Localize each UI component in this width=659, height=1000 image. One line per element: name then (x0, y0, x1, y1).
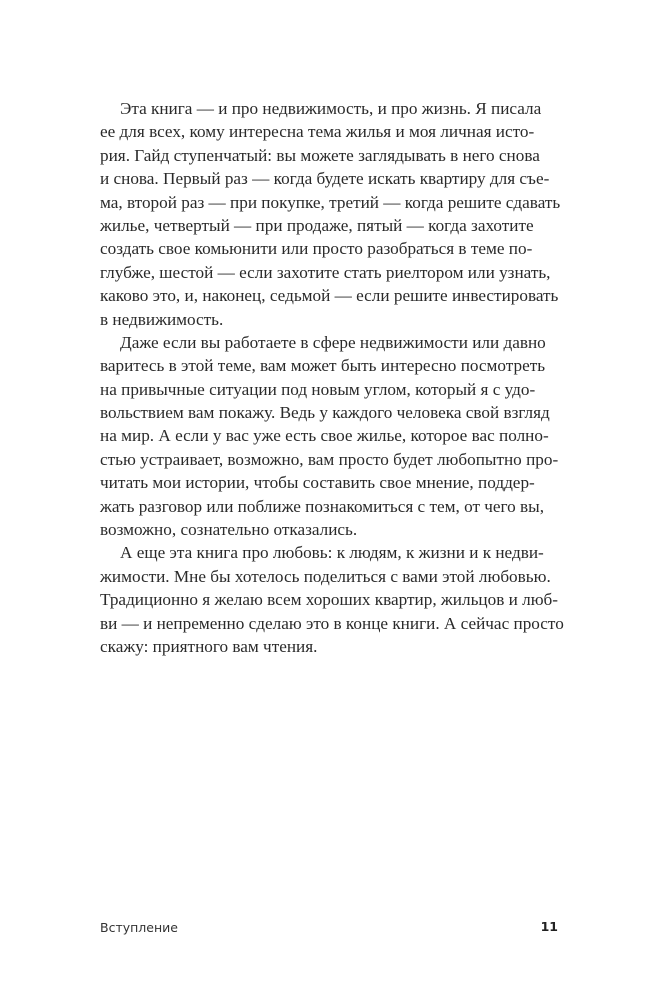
paragraph-1-line: ма, второй раз — при покупке, третий — когда решите сдавать (100, 192, 561, 212)
paragraph-3-line: А еще эта книга про любовь: к людям, к жизни и к недви- (120, 543, 544, 563)
body-text (100, 97, 564, 658)
paragraph-1-line: и снова. Первый раз — когда будете искать квартиру для съе- (100, 169, 550, 189)
paragraph-1-line: каково это, и, наконец, седьмой — если решите инвестировать (100, 286, 559, 306)
paragraph-2-line: Даже если вы работаете в сфере недвижимости или давно (120, 332, 546, 352)
paragraph-1-line: рия. Гайд ступенчатый: вы можете заглядывать в него снова (100, 145, 540, 165)
paragraph-1-line: создать свое комьюнити или просто разобраться в теме по- (100, 239, 533, 259)
paragraph-3-line: ви — и непременно сделаю это в конце книги. А сейчас просто (100, 613, 564, 633)
paragraph-2-line: стью устраивает, возможно, вам просто будет любопытно про- (100, 449, 559, 469)
paragraph-2-line: возможно, сознательно отказались. (100, 520, 358, 540)
paragraph-1-line: глубже, шестой — если захотите стать риелтором или узнать, (100, 262, 551, 282)
paragraph-1-line: жилье, четвертый — при продаже, пятый — когда захотите (100, 215, 534, 235)
paragraph-2-line: читать мои истории, чтобы составить свое мнение, поддер- (100, 473, 535, 493)
paragraph-2-line: на мир. А если у вас уже есть свое жилье, которое вас полно- (100, 426, 549, 446)
paragraph-1-line: в недвижимость. (100, 309, 224, 329)
paragraph-3-line: жимости. Мне бы хотелось поделиться с вами этой любовью. (100, 566, 551, 586)
page-number: 11 (540, 919, 558, 934)
paragraph-1-line: Эта книга — и про недвижимость, и про жизнь. Я писала (120, 99, 542, 118)
paragraph-2-line: вольствием вам покажу. Ведь у каждого человека свой взгляд (100, 403, 550, 423)
paragraph-2-line: варитесь в этой теме, вам может быть интересно посмотреть (100, 356, 546, 376)
paragraph-3-line: скажу: приятного вам чтения. (100, 636, 318, 656)
paragraph-2-line: на привычные ситуации под новым углом, который я с удо- (100, 379, 536, 399)
paragraph-1-line: ее для всех, кому интересна тема жилья и моя личная исто- (100, 122, 535, 142)
paragraph-3-line: Традиционно я желаю всем хороших квартир, жильцов и люб- (100, 590, 559, 610)
running-footer-section-title: Вступление (100, 920, 178, 935)
paragraph-2-line: жать разговор или поближе познакомиться с тем, от чего вы, (100, 496, 545, 516)
